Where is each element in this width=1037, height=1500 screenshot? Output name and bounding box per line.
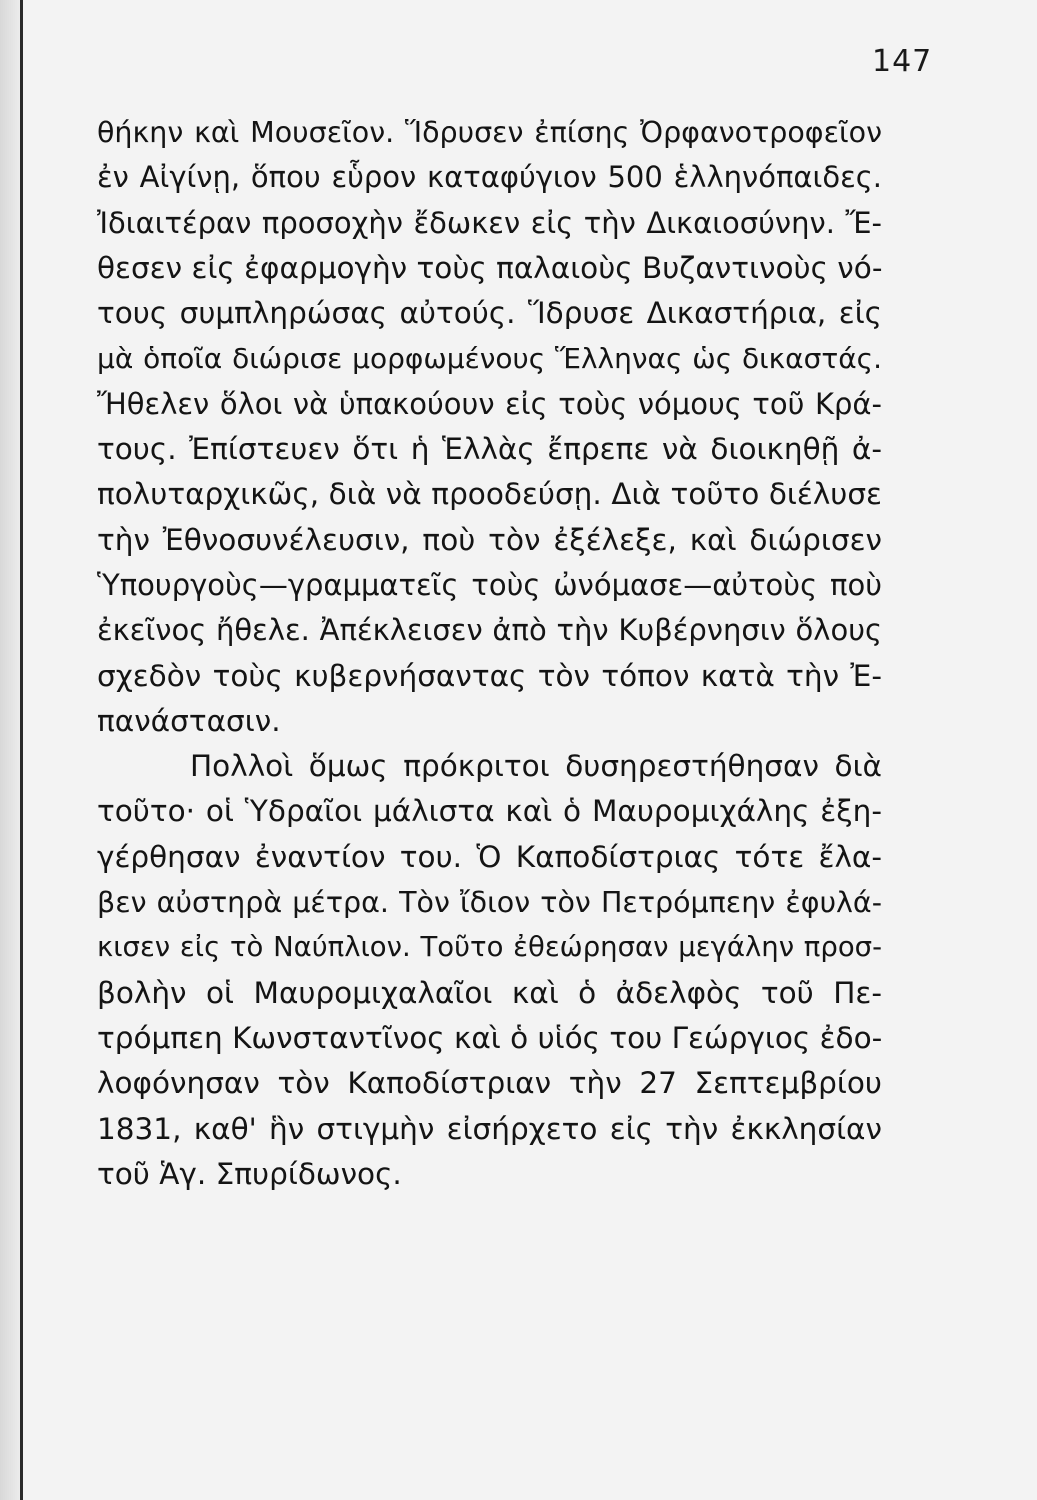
text-line: μὰ ὁποῖα διώρισε μορφωμένους Ἕλληνας ὡς δικαστάς. bbox=[97, 342, 882, 376]
text-line: θεσεν εἰς ἐφαρμογὴν τοὺς παλαιοὺς Βυζαντινοὺς νό- bbox=[97, 250, 883, 285]
text-line: τρόμπεη Κωνσταντῖνος καὶ ὁ υἱός του Γεώργιος ἐδο- bbox=[97, 1020, 883, 1055]
text-line: γέρθησαν ἐναντίον του. Ὁ Καποδίστριας τότε ἔλα- bbox=[97, 839, 882, 874]
text-line: βεν αὐστηρὰ μέτρα. Τὸν ἴδιον τὸν Πετρόμπεην ἐφυλά- bbox=[97, 886, 882, 920]
text-line: κισεν εἰς τὸ Ναύπλιον. Τοῦτο ἐθεώρησαν μεγάλην προσ- bbox=[97, 931, 882, 964]
text-line: 1831, καθ' ἣν στιγμὴν εἰσήρχετο εἰς τὴν ἐκκλησίαν bbox=[97, 1111, 882, 1146]
text-line: λοφόνησαν τὸν Καποδίστριαν τὴν 27 Σεπτεμβρίου bbox=[97, 1066, 882, 1101]
text-line: ἐν Αἰγίνῃ, ὅπου εὗρον καταφύγιον 500 ἑλληνόπαιδες. bbox=[97, 160, 882, 195]
page-number: 147 bbox=[872, 44, 933, 79]
paragraph-2 bbox=[97, 744, 882, 1197]
text-line: σχεδὸν τοὺς κυβερνήσαντας τὸν τόπον κατὰ τὴν Ἐ- bbox=[97, 658, 882, 693]
binding-shadow bbox=[0, 0, 20, 1500]
text-line: τους συμπληρώσας αὐτούς. Ἵδρυσε Δικαστήρια, εἰς bbox=[97, 296, 882, 331]
text-line: Ἤθελεν ὅλοι νὰ ὑπακούουν εἰς τοὺς νόμους τοῦ Κρά- bbox=[97, 386, 882, 421]
text-line: τους. Ἐπίστευεν ὅτι ἡ Ἑλλὰς ἔπρεπε νὰ διοικηθῇ ἀ- bbox=[97, 432, 882, 467]
binding-edge bbox=[20, 0, 23, 1500]
text-line: πανάστασιν. bbox=[97, 703, 281, 738]
text-line: τὴν Ἐθνοσυνέλευσιν, ποὺ τὸν ἐξέλεξε, καὶ διώρισεν bbox=[97, 522, 882, 557]
text-line: βολὴν οἱ Μαυρομιχαλαῖοι καὶ ὁ ἀδελφὸς τοῦ Πε- bbox=[97, 975, 882, 1010]
text-line: Πολλοὶ ὅμως πρόκριτοι δυσηρεστήθησαν διὰ bbox=[190, 749, 882, 784]
paragraph-1 bbox=[97, 110, 882, 744]
text-line: Ἰδιαιτέραν προσοχὴν ἔδωκεν εἰς τὴν Δικαιοσύνην. Ἔ- bbox=[97, 205, 882, 240]
text-line: ἐκεῖνος ἤθελε. Ἀπέκλεισεν ἀπὸ τὴν Κυβέρνησιν ὅλους bbox=[97, 613, 882, 648]
text-line: πολυταρχικῶς, διὰ νὰ προοδεύσῃ. Διὰ τοῦτο διέλυσε bbox=[97, 477, 882, 512]
text-line: Ὑπουργοὺς—γραμματεῖς τοὺς ὠνόμασε—αὐτοὺς ποὺ bbox=[97, 567, 882, 602]
text-line: τοῦ Ἁγ. Σπυρίδωνος. bbox=[97, 1156, 402, 1191]
body-text bbox=[97, 110, 882, 1197]
text-line: θήκην καὶ Μουσεῖον. Ἵδρυσεν ἐπίσης Ὀρφανοτροφεῖον bbox=[97, 116, 882, 149]
text-line: τοῦτο· οἱ Ὑδραῖοι μάλιστα καὶ ὁ Μαυρομιχάλης ἐξη- bbox=[97, 794, 882, 829]
